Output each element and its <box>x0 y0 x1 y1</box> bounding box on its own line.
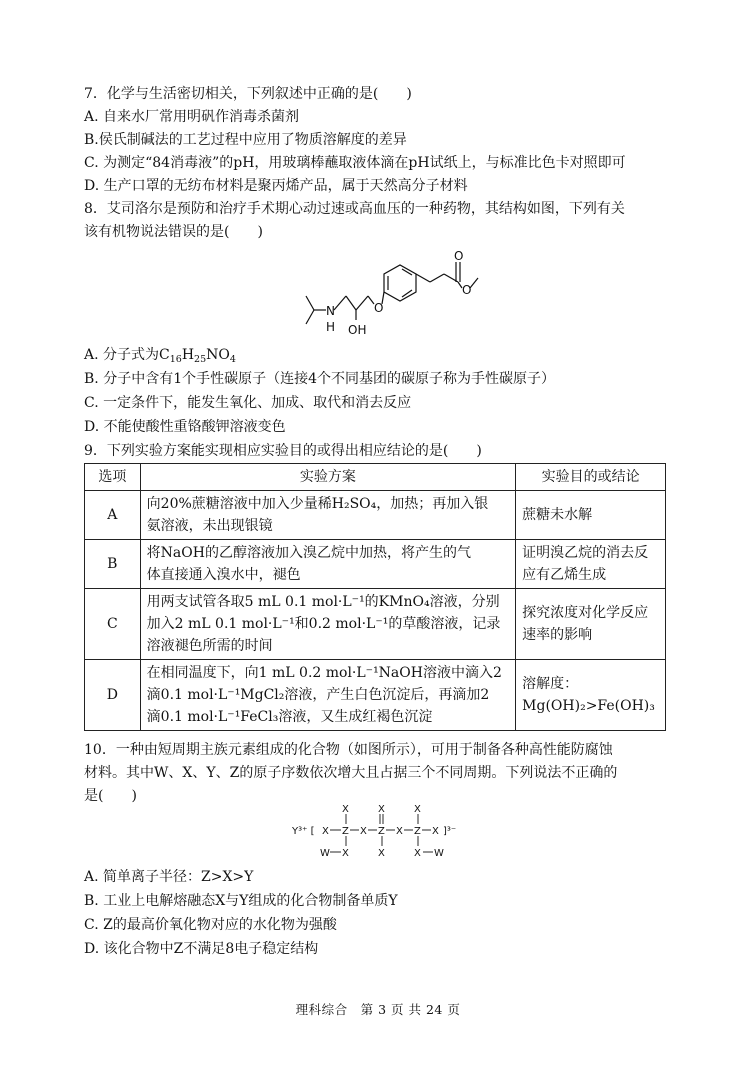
struct-atom-x: X <box>378 848 385 859</box>
q10-stem-line3: 是( ) <box>84 788 137 804</box>
q8-stem-line2: 该有机物说法错误的是( ) <box>84 224 263 240</box>
struct-nitrogen-label: N <box>326 304 335 318</box>
q8-option-c: C. 一定条件下，能发生氧化、加成、取代和消去反应 <box>84 395 412 411</box>
row-plan: 将NaOH的乙醇溶液加入溴乙烷中加热，将产生的气 体直接通入溴水中，褪色 <box>140 540 516 589</box>
esmolol-structure <box>290 248 480 342</box>
experiment-table <box>84 463 666 731</box>
q9-stem: 9．下列实验方案能实现相应实验目的或得出相应结论的是( ) <box>84 443 482 459</box>
struct-hydroxyl-label: OH <box>348 323 367 337</box>
struct-atom-z: Z <box>378 826 385 837</box>
struct-carbonyl-oxygen-label: O <box>454 249 464 263</box>
struct-atom-x: X <box>396 826 403 837</box>
q7-option-c: C. 为测定“84消毒液”的pH，用玻璃棒蘸取液体滴在pH试纸上，与标准比色卡对照即可 <box>84 155 626 171</box>
struct-atom-x: X <box>360 826 367 837</box>
compound-structure <box>292 800 468 864</box>
q8-option-b: B. 分子中含有1个手性碳原子（连接4个不同基团的碳原子称为手性碳原子） <box>84 371 556 387</box>
q10-stem-line2: 材料。其中W、X、Y、Z的原子序数依次增大且占据三个不同周期。下列说法不正确的 <box>84 765 618 781</box>
table-header-row <box>85 464 666 491</box>
header-plan: 实验方案 <box>140 464 516 491</box>
struct-ether-oxygen-label: O <box>374 301 384 315</box>
struct-atom-x: X <box>432 826 439 837</box>
struct-atom-x: X <box>414 804 421 815</box>
row-plan: 在相同温度下，向1 mL 0.2 mol·L⁻¹NaOH溶液中滴入2 滴0.1 mol·L⁻¹MgCl₂溶液，产生白色沉淀后，再滴加2 滴0.1 mol·L⁻¹FeCl₃溶液，又生成红褐色沉淀 <box>140 660 516 731</box>
table-row <box>85 491 666 540</box>
q10-option-a: A. 简单离子半径：Z>X>Y <box>84 869 254 885</box>
q8-option-d: D. 不能使酸性重铬酸钾溶液变色 <box>84 419 286 435</box>
row-result: 探究浓度对化学反应 速率的影响 <box>516 589 666 660</box>
row-plan: 用两支试管各取5 mL 0.1 mol·L⁻¹的KMnO₄溶液，分别 加入2 mL 0.1 mol·L⁻¹和0.2 mol·L⁻¹的草酸溶液，记录 溶液褪色所需的时间 <box>140 589 516 660</box>
struct-ester-oxygen-label: O <box>462 283 472 297</box>
table-row <box>85 540 666 589</box>
row-option: D <box>85 660 141 731</box>
struct-hydrogen-label: H <box>326 320 336 334</box>
q8-option-a: A. 分子式为$C_{16}H_{25}NO_4$ <box>84 347 236 365</box>
table-row <box>85 589 666 660</box>
struct-atom-x: X <box>322 826 329 837</box>
q10-option-b: B. 工业上电解熔融态X与Y组成的化合物制备单质Y <box>84 893 398 909</box>
row-option: A <box>85 491 141 540</box>
header-result: 实验目的或结论 <box>516 464 666 491</box>
struct-atom-z: Z <box>342 826 349 837</box>
row-option: C <box>85 589 141 660</box>
page-footer: 理科综合 第 3 页 共 24 页 <box>295 1002 461 1017</box>
q10-option-c: C. Z的最高价氧化物对应的水化物为强酸 <box>84 917 337 933</box>
struct-atom-w: W <box>434 848 444 859</box>
q10-stem-line1: 10．一种由短周期主族元素组成的化合物（如图所示），可用于制备各种高性能防腐蚀 <box>84 742 613 758</box>
struct-atom-x: X <box>342 848 349 859</box>
struct-atom-w: W <box>320 848 330 859</box>
q8-stem-line1: 8．艾司洛尔是预防和治疗手术期心动过速或高血压的一种药物，其结构如图，下列有关 <box>84 201 625 217</box>
header-option: 选项 <box>85 464 141 491</box>
row-result: 蔗糖未水解 <box>516 491 666 540</box>
struct-anion-charge: ]³⁻ <box>443 826 457 837</box>
q7-stem: 7．化学与生活密切相关，下列叙述中正确的是( ) <box>84 86 412 102</box>
struct-cation-label: Y³⁺ [ <box>292 826 315 837</box>
q10-option-d: D. 该化合物中Z不满足8电子稳定结构 <box>84 941 319 957</box>
struct-atom-x: X <box>414 848 421 859</box>
struct-atom-x: X <box>342 804 349 815</box>
q7-option-a: A. 自来水厂常用明矾作消毒杀菌剂 <box>84 109 300 125</box>
q7-option-b: B.侯氏制碱法的工艺过程中应用了物质溶解度的差异 <box>84 132 407 148</box>
struct-atom-x: X <box>378 804 385 815</box>
row-result: 证明溴乙烷的消去反 应有乙烯生成 <box>516 540 666 589</box>
q7-option-d: D. 生产口罩的无纺布材料是聚丙烯产品，属于天然高分子材料 <box>84 178 468 194</box>
row-plan: 向20%蔗糖溶液中加入少量稀H₂SO₄，加热；再加入银 氨溶液，未出现银镜 <box>140 491 516 540</box>
row-result: 溶解度： Mg(OH)₂>Fe(OH)₃ <box>516 660 666 731</box>
struct-atom-z: Z <box>414 826 421 837</box>
table-row <box>85 660 666 731</box>
row-option: B <box>85 540 141 589</box>
